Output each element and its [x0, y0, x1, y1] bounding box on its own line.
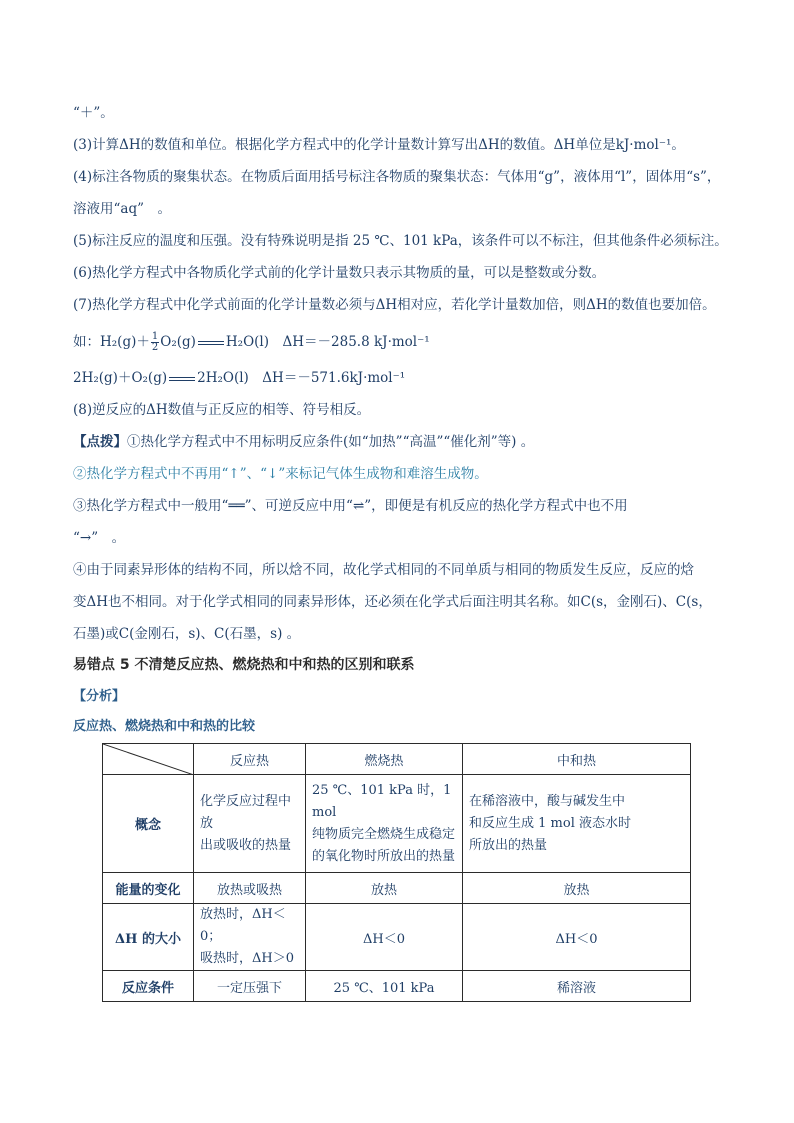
cell-line: 和反应生成 1 mol 液态水时: [469, 815, 631, 831]
text-line: “→” 。: [73, 530, 126, 546]
text-line: (4)标注各物质的聚集状态。在物质后面用括号标注各物质的聚集状态：气体用“g”，液体用“l”，固体用“s”，: [73, 169, 721, 185]
cell-line: 吸热时，ΔH＞0: [200, 951, 294, 966]
row-label: 反应条件: [103, 971, 194, 1002]
row-label: 概念: [103, 775, 194, 873]
equation-2-lhs: 2H₂(g)＋O₂(g): [73, 370, 168, 386]
text-line: “＋”。: [73, 105, 114, 121]
cell-line: 出或吸收的热量: [200, 837, 292, 853]
equation-2-rhs: 2H₂O(l) ΔH＝－571.6kJ·mol⁻¹: [197, 370, 406, 386]
cell-line: 所放出的热量: [469, 837, 548, 853]
text-line: 石墨)或C(金刚石，s)、C(石墨，s) 。: [73, 626, 301, 642]
table-cell: 放热: [306, 873, 463, 904]
cell-line: 25 ℃、101 kPa 时，1 mol: [312, 782, 452, 820]
tip-line-1: [73, 432, 534, 452]
diagonal-header-cell: [103, 744, 194, 775]
table-title: 反应热、燃烧热和中和热的比较: [73, 719, 256, 734]
table-cell: 一定压强下: [194, 971, 306, 1002]
column-header: 反应热: [194, 744, 306, 775]
table-cell: [306, 775, 463, 873]
text-line: 变ΔH也不相同。对于化学式相同的同素异形体，还必须在化学式后面注明其名称。如C(s，金刚石)、C(s，: [73, 594, 712, 610]
equation-2: [73, 368, 405, 388]
table-cell: 放热或吸热: [194, 873, 306, 904]
table-cell: 25 ℃、101 kPa: [306, 971, 463, 1002]
table-row: [103, 904, 691, 971]
column-header: 中和热: [463, 744, 691, 775]
cell-line: 化学反应过程中放: [200, 793, 292, 831]
table-cell: 稀溶液: [463, 971, 691, 1002]
text-line: 溶液用“aq” 。: [73, 201, 171, 217]
equals-arrow-icon: [196, 339, 226, 347]
row-label: 能量的变化: [103, 873, 194, 904]
cell-line: 放热时，ΔH＜0；: [200, 907, 286, 944]
tip-text: ①热化学方程式中不用标明反应条件(如“加热”“高温”“催化剂”等) 。: [127, 434, 535, 450]
row-label: ΔH 的大小: [103, 904, 194, 971]
table-cell: ΔH＜0: [463, 904, 691, 971]
equation-1-mid: O₂(g): [160, 334, 196, 350]
text-line: (5)标注反应的温度和压强。没有特殊说明是指 25 ℃、101 kPa，该条件可以不标注，但其他条件必须标注。: [73, 233, 728, 249]
equation-1-rhs: H₂O(l) ΔH＝－285.8 kJ·mol⁻¹: [225, 334, 430, 350]
table-cell: [463, 775, 691, 873]
table-row: [103, 971, 691, 1002]
text-line: (3)计算ΔH的数值和单位。根据化学方程式中的化学计量数计算写出ΔH的数值。ΔH单位是kJ·mol⁻¹。: [73, 137, 685, 153]
text-line: (8)逆反应的ΔH数值与正反应的相等、符号相反。: [73, 402, 371, 418]
text-line: (6)热化学方程式中各物质化学式前的化学计量数只表示其物质的量，可以是整数或分数。: [73, 265, 606, 281]
table-row: [103, 873, 691, 904]
analysis-label: 【分析】: [73, 689, 126, 704]
table-cell: [194, 904, 306, 971]
tip-heading: 【点拨】: [73, 434, 127, 450]
table-header-row: [103, 744, 691, 775]
text-line: (7)热化学方程式中化学式前面的化学计量数必须与ΔH相对应，若化学计量数加倍，则ΔH的数值也要加倍。: [73, 297, 716, 313]
table-row: [103, 775, 691, 873]
section-heading: 易错点 5 不清楚反应热、燃烧热和中和热的区别和联系: [73, 657, 415, 673]
comparison-table: [102, 743, 691, 1002]
column-header: 燃烧热: [306, 744, 463, 775]
fraction-denominator: 2: [151, 342, 159, 353]
equation-1-prefix: 如：H₂(g)＋: [73, 334, 150, 350]
diagonal-line-icon: [103, 744, 194, 775]
table-cell: 放热: [463, 873, 691, 904]
cell-line: 在稀溶液中，酸与碱发生中: [469, 793, 626, 809]
fraction-numerator: 1: [151, 331, 159, 342]
cell-line: 纯物质完全燃烧生成稳定: [312, 826, 456, 842]
fraction: [151, 332, 159, 353]
text-line: ③热化学方程式中一般用“══”、可逆反应中用“⇌”，即便是有机反应的热化学方程式中也不用: [73, 498, 628, 514]
text-line: ②热化学方程式中不再用“↑”、“↓”来标记气体生成物和难溶生成物。: [73, 466, 488, 482]
text-line: ④由于同素异形体的结构不同，所以焓不同，故化学式相同的不同单质与相同的物质发生反应，反应的焓: [73, 562, 694, 578]
equation-1: [73, 332, 430, 353]
equals-arrow-icon: [167, 375, 197, 383]
table-cell: [194, 775, 306, 873]
table-cell: ΔH＜0: [306, 904, 463, 971]
cell-line: 的氧化物时所放出的热量: [312, 848, 456, 864]
